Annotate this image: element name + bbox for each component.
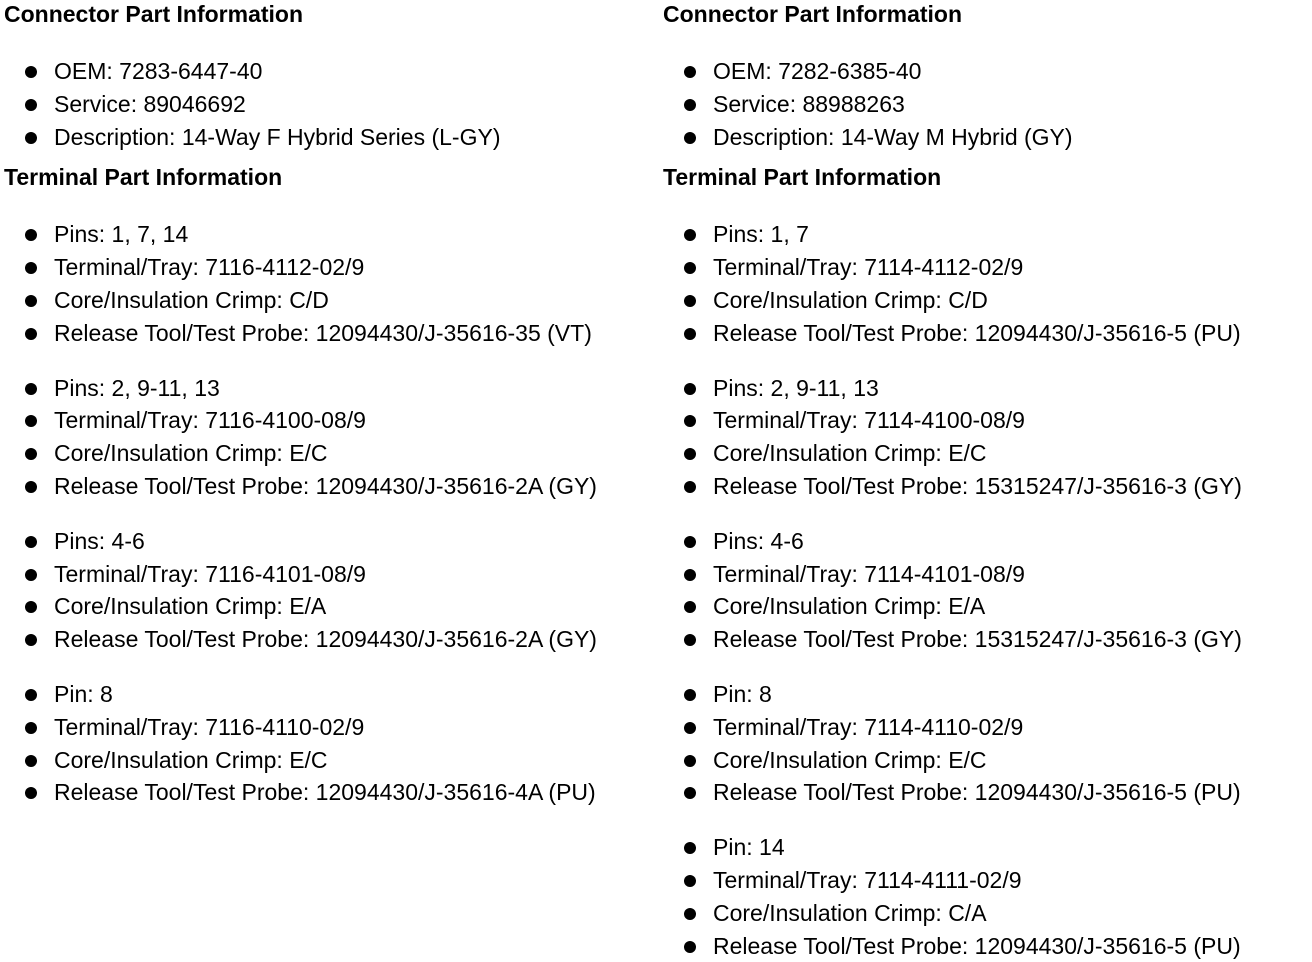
bullet-icon — [25, 787, 37, 799]
list-item-text: Release Tool/Test Probe: 12094430/J-35616-4A (PU) — [54, 779, 596, 806]
list-item-text: Core/Insulation Crimp: E/C — [713, 746, 987, 773]
right-connector-column — [663, 0, 1308, 962]
list-item — [4, 711, 654, 744]
list-item-text: Terminal/Tray: 7114-4111-02/9 — [713, 866, 1022, 893]
bullet-icon — [684, 569, 696, 581]
list-item — [663, 284, 1308, 317]
list-item-text: Description: 14-Way F Hybrid Series (L-GY) — [54, 123, 501, 150]
list-item-text: Terminal/Tray: 7114-4112-02/9 — [713, 254, 1024, 281]
bullet-icon — [25, 448, 37, 460]
list-item — [663, 678, 1308, 711]
bullet-icon — [25, 536, 37, 548]
bullet-icon — [684, 132, 696, 144]
list-item-text: Service: 89046692 — [54, 90, 246, 117]
list-item-text: Core/Insulation Crimp: C/D — [54, 286, 329, 313]
bullet-icon — [684, 601, 696, 613]
bullet-icon — [684, 842, 696, 854]
connector-part-list — [663, 55, 1308, 153]
terminal-group — [4, 678, 654, 809]
terminal-group — [663, 678, 1308, 809]
bullet-icon — [25, 383, 37, 395]
list-item-text: Core/Insulation Crimp: C/A — [713, 899, 987, 926]
list-item — [663, 711, 1308, 744]
bullet-icon — [25, 262, 37, 274]
list-item-text: Release Tool/Test Probe: 12094430/J-35616-5 (PU) — [713, 932, 1241, 959]
list-item — [4, 218, 654, 251]
list-item-text: Service: 88988263 — [713, 90, 905, 117]
list-item-text: Pins: 4-6 — [54, 527, 145, 554]
list-item-text: Release Tool/Test Probe: 12094430/J-35616-5 (PU) — [713, 779, 1241, 806]
list-item — [663, 372, 1308, 405]
list-item — [663, 864, 1308, 897]
list-item-text: Terminal/Tray: 7114-4100-08/9 — [713, 407, 1025, 434]
list-item — [663, 776, 1308, 809]
bullet-icon — [25, 229, 37, 241]
list-item — [663, 251, 1308, 284]
list-item-text: Pins: 4-6 — [713, 527, 804, 554]
terminal-group — [4, 525, 654, 656]
list-item — [4, 404, 654, 437]
bullet-icon — [684, 66, 696, 78]
list-item — [4, 623, 654, 656]
list-item-text: Release Tool/Test Probe: 12094430/J-35616-35 (VT) — [54, 319, 592, 346]
list-item — [4, 678, 654, 711]
bullet-icon — [25, 601, 37, 613]
list-item-text: Release Tool/Test Probe: 12094430/J-35616-2A (GY) — [54, 472, 597, 499]
list-item — [663, 218, 1308, 251]
list-item-text: Release Tool/Test Probe: 12094430/J-35616-2A (GY) — [54, 626, 597, 653]
list-item-text: Pin: 8 — [713, 680, 772, 707]
bullet-icon — [25, 569, 37, 581]
list-item — [663, 437, 1308, 470]
bullet-icon — [684, 229, 696, 241]
list-item — [663, 88, 1308, 121]
list-item-text: Pins: 1, 7 — [713, 221, 809, 248]
terminal-group — [4, 218, 654, 349]
list-item — [663, 623, 1308, 656]
bullet-icon — [684, 941, 696, 953]
list-item-text: Pins: 1, 7, 14 — [54, 221, 189, 248]
bullet-icon — [684, 689, 696, 701]
list-item-text: Core/Insulation Crimp: E/C — [54, 746, 328, 773]
list-item-text: Core/Insulation Crimp: E/A — [54, 593, 327, 620]
list-item — [663, 558, 1308, 591]
connector-part-list — [4, 55, 654, 153]
connector-part-heading: Connector Part Information — [663, 1, 963, 27]
list-item-text: Core/Insulation Crimp: E/A — [713, 593, 986, 620]
list-item — [663, 831, 1308, 864]
list-item-text: Terminal/Tray: 7116-4101-08/9 — [54, 560, 366, 587]
list-item — [663, 930, 1308, 962]
terminal-group — [663, 218, 1308, 349]
list-item-text: Release Tool/Test Probe: 12094430/J-35616-5 (PU) — [713, 319, 1241, 346]
bullet-icon — [684, 755, 696, 767]
list-item — [663, 404, 1308, 437]
bullet-icon — [25, 722, 37, 734]
bullet-icon — [25, 689, 37, 701]
list-item — [4, 558, 654, 591]
bullet-icon — [25, 415, 37, 427]
bullet-icon — [25, 99, 37, 111]
terminal-part-heading: Terminal Part Information — [4, 164, 283, 191]
list-item-text: Terminal/Tray: 7116-4112-02/9 — [54, 254, 365, 281]
list-item — [4, 55, 654, 88]
list-item-text: Terminal/Tray: 7114-4101-08/9 — [713, 560, 1025, 587]
bullet-icon — [684, 481, 696, 493]
bullet-icon — [25, 66, 37, 78]
list-item — [663, 525, 1308, 558]
list-item — [4, 437, 654, 470]
list-item — [663, 121, 1308, 154]
bullet-icon — [684, 536, 696, 548]
bullet-icon — [25, 755, 37, 767]
list-item — [4, 121, 654, 154]
list-item-text: Release Tool/Test Probe: 15315247/J-35616-3 (GY) — [713, 472, 1242, 499]
connector-part-heading: Connector Part Information — [4, 1, 304, 27]
bullet-icon — [684, 875, 696, 887]
list-item — [663, 744, 1308, 777]
list-item — [663, 470, 1308, 503]
list-item — [663, 590, 1308, 623]
list-item-text: Pins: 2, 9-11, 13 — [713, 374, 879, 401]
bullet-icon — [684, 787, 696, 799]
list-item — [4, 776, 654, 809]
list-item — [4, 590, 654, 623]
terminal-group — [663, 831, 1308, 962]
list-item-text: Release Tool/Test Probe: 15315247/J-35616-3 (GY) — [713, 626, 1242, 653]
list-item-text: OEM: 7282-6385-40 — [713, 58, 922, 84]
list-item-text: Terminal/Tray: 7114-4110-02/9 — [713, 713, 1024, 740]
list-item-text: Terminal/Tray: 7116-4100-08/9 — [54, 407, 366, 434]
list-item-text: Pin: 8 — [54, 680, 113, 707]
terminal-part-heading: Terminal Part Information — [663, 164, 942, 191]
bullet-icon — [684, 262, 696, 274]
list-item — [663, 897, 1308, 930]
list-item — [4, 744, 654, 777]
list-item-text: Core/Insulation Crimp: E/C — [54, 440, 328, 467]
list-item — [4, 251, 654, 284]
list-item — [663, 317, 1308, 350]
bullet-icon — [25, 634, 37, 646]
list-item — [4, 317, 654, 350]
bullet-icon — [684, 634, 696, 646]
bullet-icon — [684, 908, 696, 920]
bullet-icon — [684, 448, 696, 460]
terminal-group — [663, 372, 1308, 503]
list-item-text: Pins: 2, 9-11, 13 — [54, 374, 220, 401]
bullet-icon — [25, 295, 37, 307]
list-item-text: Pin: 14 — [713, 834, 785, 861]
bullet-icon — [684, 722, 696, 734]
list-item-text: Core/Insulation Crimp: C/D — [713, 286, 988, 313]
bullet-icon — [684, 328, 696, 340]
list-item — [663, 55, 1308, 88]
bullet-icon — [25, 328, 37, 340]
list-item-text: Description: 14-Way M Hybrid (GY) — [713, 123, 1073, 150]
terminal-group — [663, 525, 1308, 656]
bullet-icon — [684, 383, 696, 395]
list-item — [4, 88, 654, 121]
list-item — [4, 470, 654, 503]
list-item — [4, 525, 654, 558]
bullet-icon — [25, 481, 37, 493]
left-connector-column — [4, 0, 654, 809]
list-item — [4, 372, 654, 405]
bullet-icon — [684, 295, 696, 307]
list-item — [4, 284, 654, 317]
bullet-icon — [684, 99, 696, 111]
bullet-icon — [684, 415, 696, 427]
terminal-group — [4, 372, 654, 503]
bullet-icon — [25, 132, 37, 144]
list-item-text: OEM: 7283-6447-40 — [54, 58, 263, 84]
list-item-text: Core/Insulation Crimp: E/C — [713, 440, 987, 467]
list-item-text: Terminal/Tray: 7116-4110-02/9 — [54, 713, 365, 740]
